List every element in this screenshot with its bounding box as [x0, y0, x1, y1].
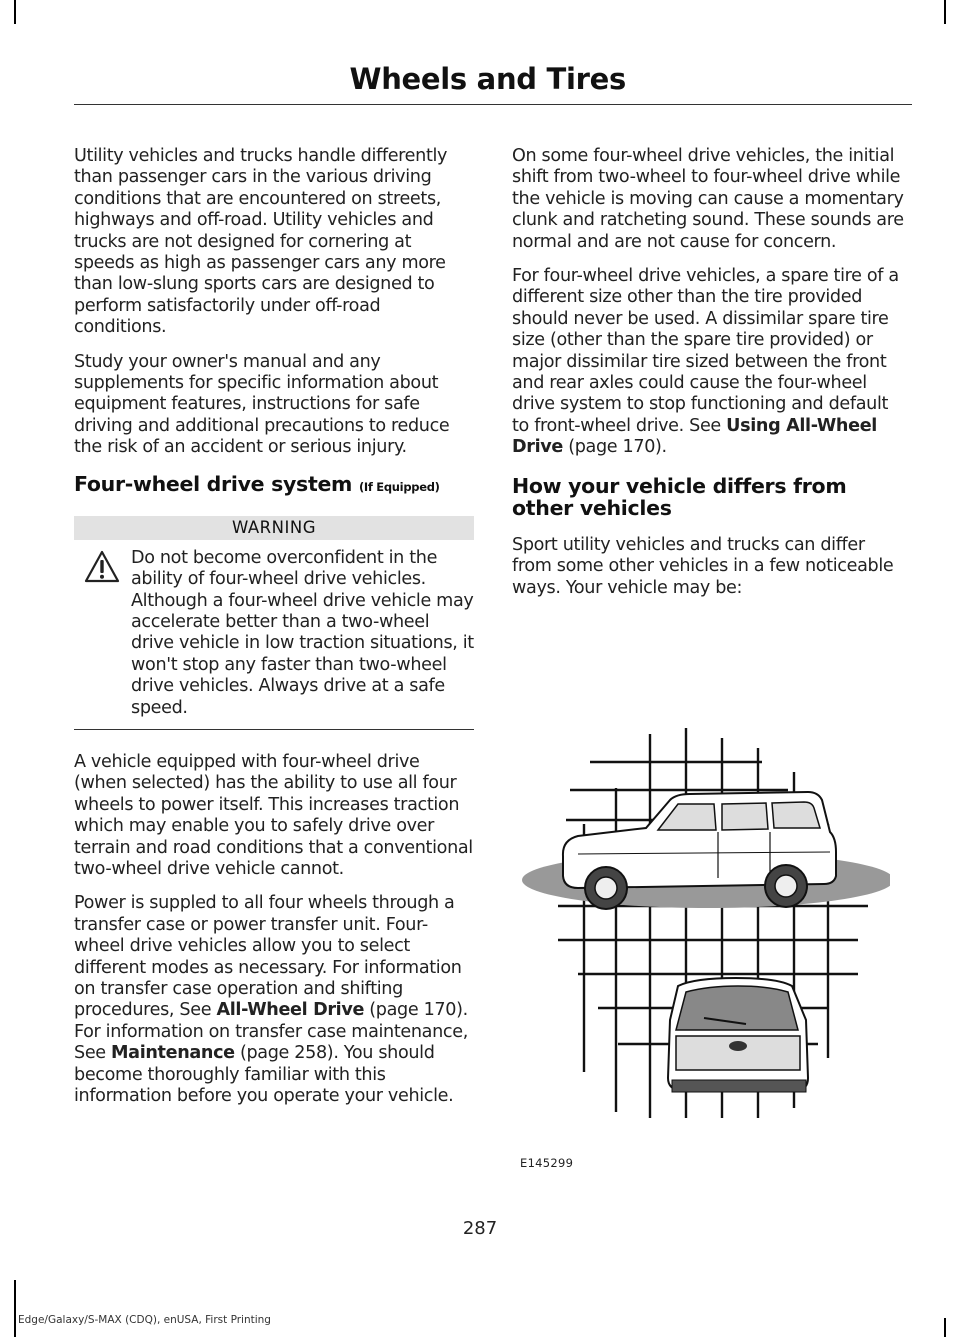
- paragraph: Study your owner's manual and any supplements for specific information about equipment features, instructions for safe driving and additional precautions to reduce the risk of an accident or serious injury.: [74, 351, 450, 458]
- crop-mark-bottom-left-v: [14, 1280, 16, 1337]
- crop-mark-top-left-v: [14, 0, 16, 24]
- text-run: For four-wheel drive vehicles, a spare tire of a different size other than the tire provided should never be used. A dissimilar spare tire size (other than the spare tire provided) or major dissimilar tire sized between the front and rear axles could cause the four-wheel drive system to stop functioning and default to front-wheel drive. See: [512, 266, 899, 436]
- xref-maintenance[interactable]: Maintenance: [111, 1043, 235, 1064]
- paragraph: [74, 893, 474, 1107]
- subsection-heading: How your vehicle differs from other vehicles: [512, 473, 847, 520]
- paragraph: On some four-wheel drive vehicles, the initial shift from two-wheel to four-wheel drive while the vehicle is moving can cause a momentary clunk and ratcheting sound. These sounds are normal and are not cause for concern.: [512, 146, 904, 252]
- paragraph: A vehicle equipped with four-wheel drive (when selected) has the ability to use all four wheels to power itself. This increases traction which may enable you to safely drive over terrain and road conditions that a conventional two-wheel drive vehicle cannot.: [74, 751, 473, 879]
- footer-text: Edge/Galaxy/S-MAX (CDQ), enUSA, First Printing: [18, 1314, 271, 1326]
- paragraph: Utility vehicles and trucks handle differently than passenger cars in the various driving conditions that are encountered on streets, highways and off-road. Utility vehicles and trucks are not designed for cornering at speeds as high as passenger cars any more than low-slung sports cars are designed to perform satisfactorily under off-road conditions.: [74, 146, 448, 338]
- xref-using-all-wheel-drive[interactable]: Using All-Wheel Drive: [512, 415, 877, 458]
- warning-text: Do not become overconfident in the ability of four-wheel drive vehicles. Although a four-wheel drive vehicle may accelerate better than a two-wheel drive vehicle in low traction situations, it won't stop any faster than two-wheel drive vehicles. Always drive at a safe speed.: [131, 547, 474, 718]
- paragraph: Sport utility vehicles and trucks can differ from some other vehicles in a few noticeable ways. Your vehicle may be:: [512, 534, 894, 598]
- text-run: (page 170). For information on transfer case maintenance, See: [74, 1000, 468, 1064]
- text-run: (page 258). You should become thoroughly familiar with this information before you operate your vehicle.: [74, 1043, 454, 1107]
- suv-illustration: [518, 728, 890, 1118]
- section-heading: [74, 473, 474, 498]
- crop-mark-top-right-v: [944, 0, 946, 24]
- section-heading-qualifier: (If Equipped): [358, 479, 440, 494]
- header-divider: [74, 104, 912, 105]
- text-run: (page 170).: [562, 437, 667, 458]
- warning-box: [74, 548, 474, 719]
- paragraph: [512, 266, 906, 459]
- xref-all-wheel-drive[interactable]: All-Wheel Drive: [216, 1000, 365, 1021]
- text-run: Power is suppled to all four wheels through a transfer case or power transfer unit. Four-wheel drive vehicles allow you to select different modes as necessary. For information on transfer case operation and shifting procedures, See: [74, 893, 462, 1021]
- warning-triangle-icon: [84, 550, 120, 583]
- page-number: 287: [462, 1218, 498, 1239]
- section-heading-text: Four-wheel drive system: [74, 471, 353, 496]
- warning-divider: [74, 729, 474, 730]
- left-column: [74, 146, 474, 1120]
- page-header-title: Wheels and Tires: [349, 62, 626, 96]
- suv-rear-view: [668, 978, 808, 1092]
- crop-mark-bottom-right-v: [944, 1318, 946, 1337]
- right-column: [512, 146, 906, 612]
- figure-code: E145299: [520, 1156, 574, 1170]
- warning-label: WARNING: [74, 516, 474, 540]
